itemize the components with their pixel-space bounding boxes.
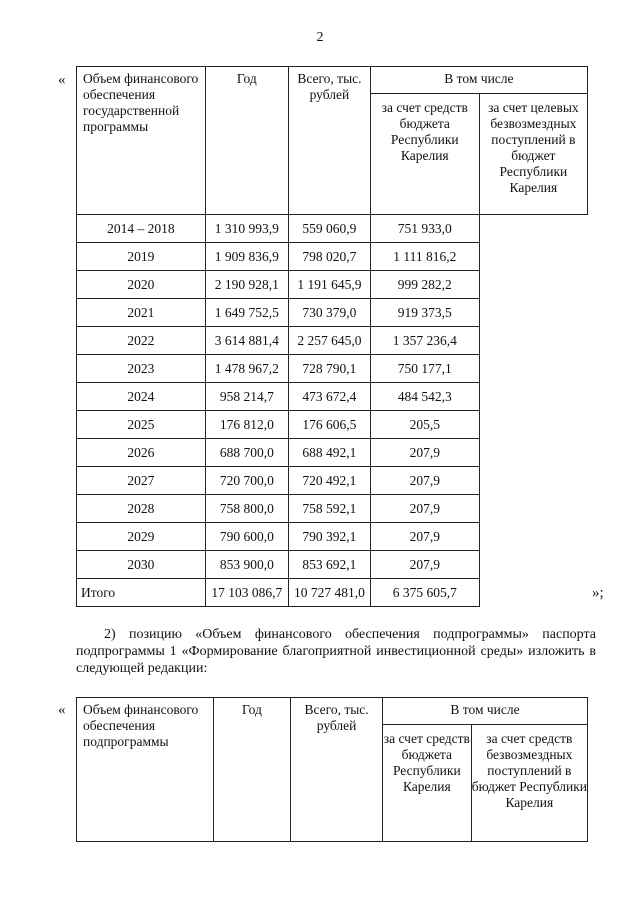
amendment-paragraph-text: 2) позицию «Объем финансового обеспечения подпрограммы» паспорта подпрограммы 1 «Формирование благоприятной инвестиционной среды» изложить в следующей редакции: [76,627,596,676]
opening-quote: « [58,72,66,88]
table-row [77,215,588,243]
grants-cell: 205,5 [370,411,479,439]
table1-body [77,215,588,607]
table2-header-total: Всего, тыс. рублей [291,698,383,842]
budget-cell: 559 060,9 [289,215,371,243]
table1-header-grants: за счет целевых безвозмездных поступлений в бюджет Республики Карелия [479,94,587,215]
table-row [77,551,588,579]
table-row [77,271,588,299]
table1-header-year: Год [205,67,288,215]
table-row [77,383,588,411]
total-cell: 3 614 881,4 [205,327,288,355]
year-cell: 2030 [77,551,206,579]
total-cell: 688 700,0 [205,439,288,467]
funding-table-subprogram [76,697,588,842]
total-cell: 1 909 836,9 [205,243,288,271]
year-cell: 2027 [77,467,206,495]
table-row [77,355,588,383]
budget-cell: 730 379,0 [289,299,371,327]
table-row [77,467,588,495]
year-cell: 2021 [77,299,206,327]
closing-quote: »; [592,585,604,601]
year-cell: 2025 [77,411,206,439]
total-cell: 720 700,0 [205,467,288,495]
budget-cell: 798 020,7 [289,243,371,271]
budget-cell: 720 492,1 [289,467,371,495]
table2-label: Объем финансового обеспечения подпрограммы [77,698,214,842]
grants-cell: 1 111 816,2 [370,243,479,271]
budget-cell: 853 692,1 [289,551,371,579]
grants-cell: 207,9 [370,467,479,495]
total-cell: 758 800,0 [205,495,288,523]
total-label-cell: Итого [77,579,206,607]
table-row [77,243,588,271]
total-sum-cell: 17 103 086,7 [205,579,288,607]
total-cell: 176 812,0 [205,411,288,439]
year-cell: 2024 [77,383,206,411]
total-cell: 958 214,7 [205,383,288,411]
budget-cell: 1 191 645,9 [289,271,371,299]
budget-cell: 758 592,1 [289,495,371,523]
table-row [77,495,588,523]
table1-header-budget: за счет средств бюджета Республики Карелия [370,94,479,215]
budget-cell: 2 257 645,0 [289,327,371,355]
table-row [77,439,588,467]
total-cell: 853 900,0 [205,551,288,579]
table-total-row [77,579,588,607]
amendment-paragraph [76,626,596,677]
grants-cell: 999 282,2 [370,271,479,299]
table-row [77,411,588,439]
grants-cell: 207,9 [370,523,479,551]
table-row [77,523,588,551]
table2-header-group: В том числе [382,698,587,725]
year-cell: 2023 [77,355,206,383]
total-cell: 2 190 928,1 [205,271,288,299]
total-cell: 1 649 752,5 [205,299,288,327]
table2-header-year: Год [213,698,291,842]
funding-table-program [76,66,588,607]
year-cell: 2019 [77,243,206,271]
total-cell: 1 478 967,2 [205,355,288,383]
budget-cell: 728 790,1 [289,355,371,383]
budget-cell: 473 672,4 [289,383,371,411]
budget-cell: 688 492,1 [289,439,371,467]
total-budget-cell: 10 727 481,0 [289,579,371,607]
grants-cell: 207,9 [370,551,479,579]
opening-quote-2: « [58,702,66,718]
year-cell: 2029 [77,523,206,551]
total-cell: 790 600,0 [205,523,288,551]
grants-cell: 750 177,1 [370,355,479,383]
grants-cell: 207,9 [370,439,479,467]
total-grants-cell: 6 375 605,7 [370,579,479,607]
year-cell: 2026 [77,439,206,467]
year-cell: 2028 [77,495,206,523]
table-row [77,299,588,327]
grants-cell: 207,9 [370,495,479,523]
table1-header-total: Всего, тыс. рублей [289,67,371,215]
grants-cell: 919 373,5 [370,299,479,327]
budget-cell: 790 392,1 [289,523,371,551]
grants-cell: 1 357 236,4 [370,327,479,355]
year-cell: 2022 [77,327,206,355]
table2-header-grants: за счет средств безвозмездных поступлений в бюджет Республики Карелия [471,725,587,842]
budget-cell: 176 606,5 [289,411,371,439]
year-cell: 2020 [77,271,206,299]
grants-cell: 751 933,0 [370,215,479,243]
table1-label: Объем финансового обеспечения государственной программы [77,67,206,215]
total-cell: 1 310 993,9 [205,215,288,243]
table2-header-budget: за счет средств бюджета Республики Карелия [382,725,471,842]
page-number: 2 [316,30,324,45]
table1-header-group: В том числе [370,67,587,94]
year-cell: 2014 – 2018 [77,215,206,243]
table-row [77,327,588,355]
grants-cell: 484 542,3 [370,383,479,411]
